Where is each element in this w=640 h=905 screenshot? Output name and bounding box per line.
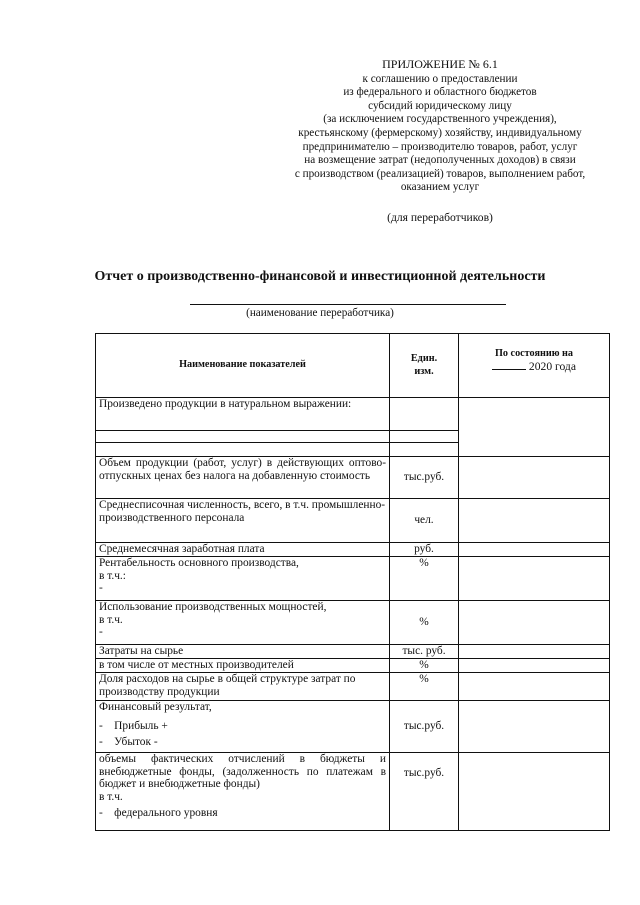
row-label-main: Финансовый результат, — [99, 701, 212, 713]
table-row — [96, 701, 610, 753]
row-value[interactable] — [459, 601, 610, 645]
table-row — [96, 753, 610, 831]
row-label-sub: - федерального уровня — [99, 807, 218, 820]
row-label: Затраты на сырье — [96, 645, 390, 659]
row-label: Среднемесячная заработная плата — [96, 543, 390, 557]
row-unit: руб. — [390, 543, 459, 557]
row-value[interactable] — [459, 673, 610, 701]
appendix-note: (для переработчиков) — [387, 210, 493, 224]
appendix-line: на возмещение затрат (недополученных доходов) в связи — [304, 154, 576, 167]
row-value[interactable] — [459, 543, 610, 557]
appendix-line: с производством (реализацией) товаров, выполнением работ, — [294, 167, 586, 180]
appendix-line: субсидий юридическому лицу — [368, 99, 512, 112]
year-blank[interactable] — [492, 369, 526, 370]
row-unit[interactable] — [390, 398, 459, 431]
row-label — [96, 753, 390, 831]
row-label-sub: в т.ч. — [99, 790, 123, 803]
row-label-main: объемы фактических отчислений в бюджеты и внебюджетные фонды, (задолженность по платежам в бюджет и внебюджетные фонды) — [99, 753, 386, 791]
row-label-main: Использование производственных мощностей, — [99, 601, 327, 613]
appendix-line: предпринимателю – производителю товаров, работ, услуг — [302, 140, 578, 153]
table-row — [96, 601, 610, 645]
row-unit: % — [390, 673, 459, 701]
row-label — [96, 601, 390, 645]
row-label: Объем продукции (работ, услуг) в действующих оптово-отпускных ценах без налога на добавленную стоимость — [96, 457, 390, 499]
row-unit: тыс.руб. — [390, 753, 459, 831]
row-unit: чел. — [390, 499, 459, 543]
appendix-title: ПРИЛОЖЕНИЕ № 6.1 — [382, 57, 498, 71]
table-row — [96, 499, 610, 543]
row-label-sub: - Убыток - — [99, 736, 158, 749]
processor-name-caption: (наименование переработчика) — [246, 307, 394, 319]
row-unit: тыс.руб. — [390, 701, 459, 753]
row-label-sub: в т.ч. — [99, 613, 123, 626]
processor-name-line[interactable] — [190, 304, 506, 305]
appendix-line: оказанием услуг — [400, 181, 480, 194]
row-value[interactable] — [459, 659, 610, 673]
row-label[interactable] — [96, 443, 390, 457]
row-unit: тыс.руб. — [390, 457, 459, 499]
row-label[interactable] — [96, 431, 390, 443]
header-status-year: 2020 года — [528, 359, 576, 373]
row-unit: % — [390, 659, 459, 673]
row-label-main: Рентабельность основного производства, — [99, 557, 299, 569]
table-row — [96, 557, 610, 601]
table-row — [96, 457, 610, 499]
row-label: Доля расходов на сырье в общей структуре затрат по производству продукции — [96, 673, 390, 701]
row-label-sub: - — [99, 582, 103, 595]
row-unit: % — [390, 557, 459, 601]
appendix-line: из федерального и областного бюджетов — [343, 86, 537, 99]
row-label — [96, 701, 390, 753]
report-title: Отчет о производственно-финансовой и инвестиционной деятельности — [94, 269, 546, 284]
row-value[interactable] — [459, 398, 610, 457]
table-row — [96, 673, 610, 701]
header-unit-line: изм. — [414, 365, 434, 377]
row-label — [96, 557, 390, 601]
row-unit: % — [390, 601, 459, 645]
header-unit — [390, 334, 459, 398]
row-label-sub: - — [99, 626, 103, 639]
appendix-line: крестьянскому (фермерскому) хозяйству, индивидуальному — [298, 126, 582, 139]
row-value[interactable] — [459, 645, 610, 659]
table-row — [96, 398, 610, 431]
row-unit[interactable] — [390, 443, 459, 457]
row-value[interactable] — [459, 701, 610, 753]
table-row — [96, 659, 610, 673]
header-unit-line: Един. — [410, 352, 438, 364]
appendix-line: к соглашению о предоставлении — [362, 72, 518, 85]
row-unit[interactable] — [390, 431, 459, 443]
header-indicator: Наименование показателей — [96, 334, 390, 398]
row-unit: тыс. руб. — [390, 645, 459, 659]
row-label: в том числе от местных производителей — [96, 659, 390, 673]
row-value[interactable] — [459, 457, 610, 499]
appendix-line: (за исключением государственного учреждения), — [323, 113, 557, 126]
table-row — [96, 543, 610, 557]
row-value[interactable] — [459, 499, 610, 543]
row-label: Произведено продукции в натуральном выражении: — [96, 398, 390, 431]
row-label-sub: - Прибыль + — [99, 719, 168, 732]
table-header-row — [96, 334, 610, 398]
row-label: Среднесписочная численность, всего, в т.ч. промышленно-производственного персонала — [96, 499, 390, 543]
report-table — [95, 333, 610, 831]
header-status — [459, 334, 610, 398]
row-value[interactable] — [459, 557, 610, 601]
header-status-line: По состоянию на — [494, 348, 574, 359]
row-value[interactable] — [459, 753, 610, 831]
appendix-header — [270, 58, 610, 225]
table-row — [96, 645, 610, 659]
row-label-sub: в т.ч.: — [99, 569, 126, 582]
